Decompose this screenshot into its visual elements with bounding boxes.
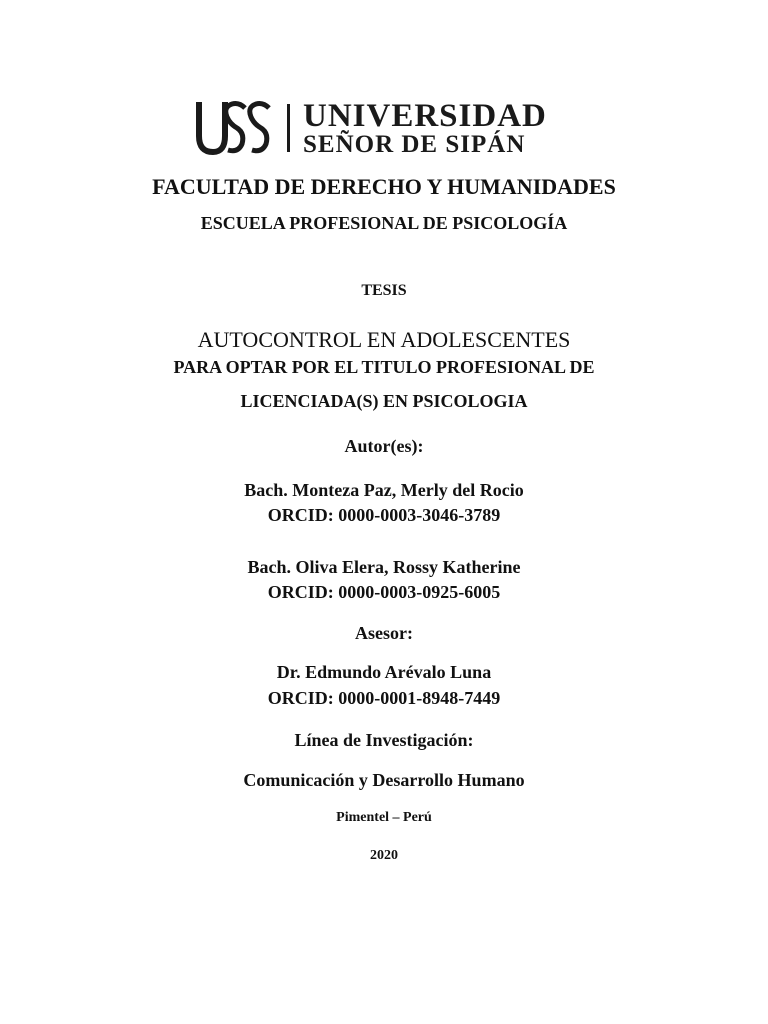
year: 2020 xyxy=(370,848,398,863)
document-type: TESIS xyxy=(361,282,407,299)
author-name: Bach. Oliva Elera, Rossy Katherine xyxy=(247,557,521,577)
uss-monogram-icon xyxy=(195,98,275,158)
school-heading: ESCUELA PROFESIONAL DE PSICOLOGÍA xyxy=(200,213,568,233)
logo-line-2: SEÑOR DE SIPÁN xyxy=(303,131,526,158)
advisor-name: Dr. Edmundo Arévalo Luna xyxy=(276,662,492,682)
research-line-label: Línea de Investigación: xyxy=(294,730,474,750)
purpose-line-2: LICENCIADA(S) EN PSICOLOGIA xyxy=(240,391,528,411)
authors-label: Autor(es): xyxy=(344,436,424,456)
author-name: Bach. Monteza Paz, Merly del Rocio xyxy=(244,480,524,500)
author-orcid: ORCID: 0000-0003-0925-6005 xyxy=(267,582,501,602)
faculty-heading: FACULTAD DE DERECHO Y HUMANIDADES xyxy=(152,174,616,199)
logo-line-1: UNIVERSIDAD xyxy=(303,98,547,134)
thesis-title: AUTOCONTROL EN ADOLESCENTES xyxy=(197,327,571,352)
logo-divider xyxy=(287,104,290,152)
advisor-label: Asesor: xyxy=(355,623,413,643)
purpose-line-1: PARA OPTAR POR EL TITULO PROFESIONAL DE xyxy=(173,357,595,377)
author-orcid: ORCID: 0000-0003-3046-3789 xyxy=(267,505,501,525)
advisor-orcid: ORCID: 0000-0001-8948-7449 xyxy=(267,688,501,708)
location: Pimentel – Perú xyxy=(336,810,432,825)
research-line: Comunicación y Desarrollo Humano xyxy=(243,770,525,790)
university-logo xyxy=(195,98,547,158)
